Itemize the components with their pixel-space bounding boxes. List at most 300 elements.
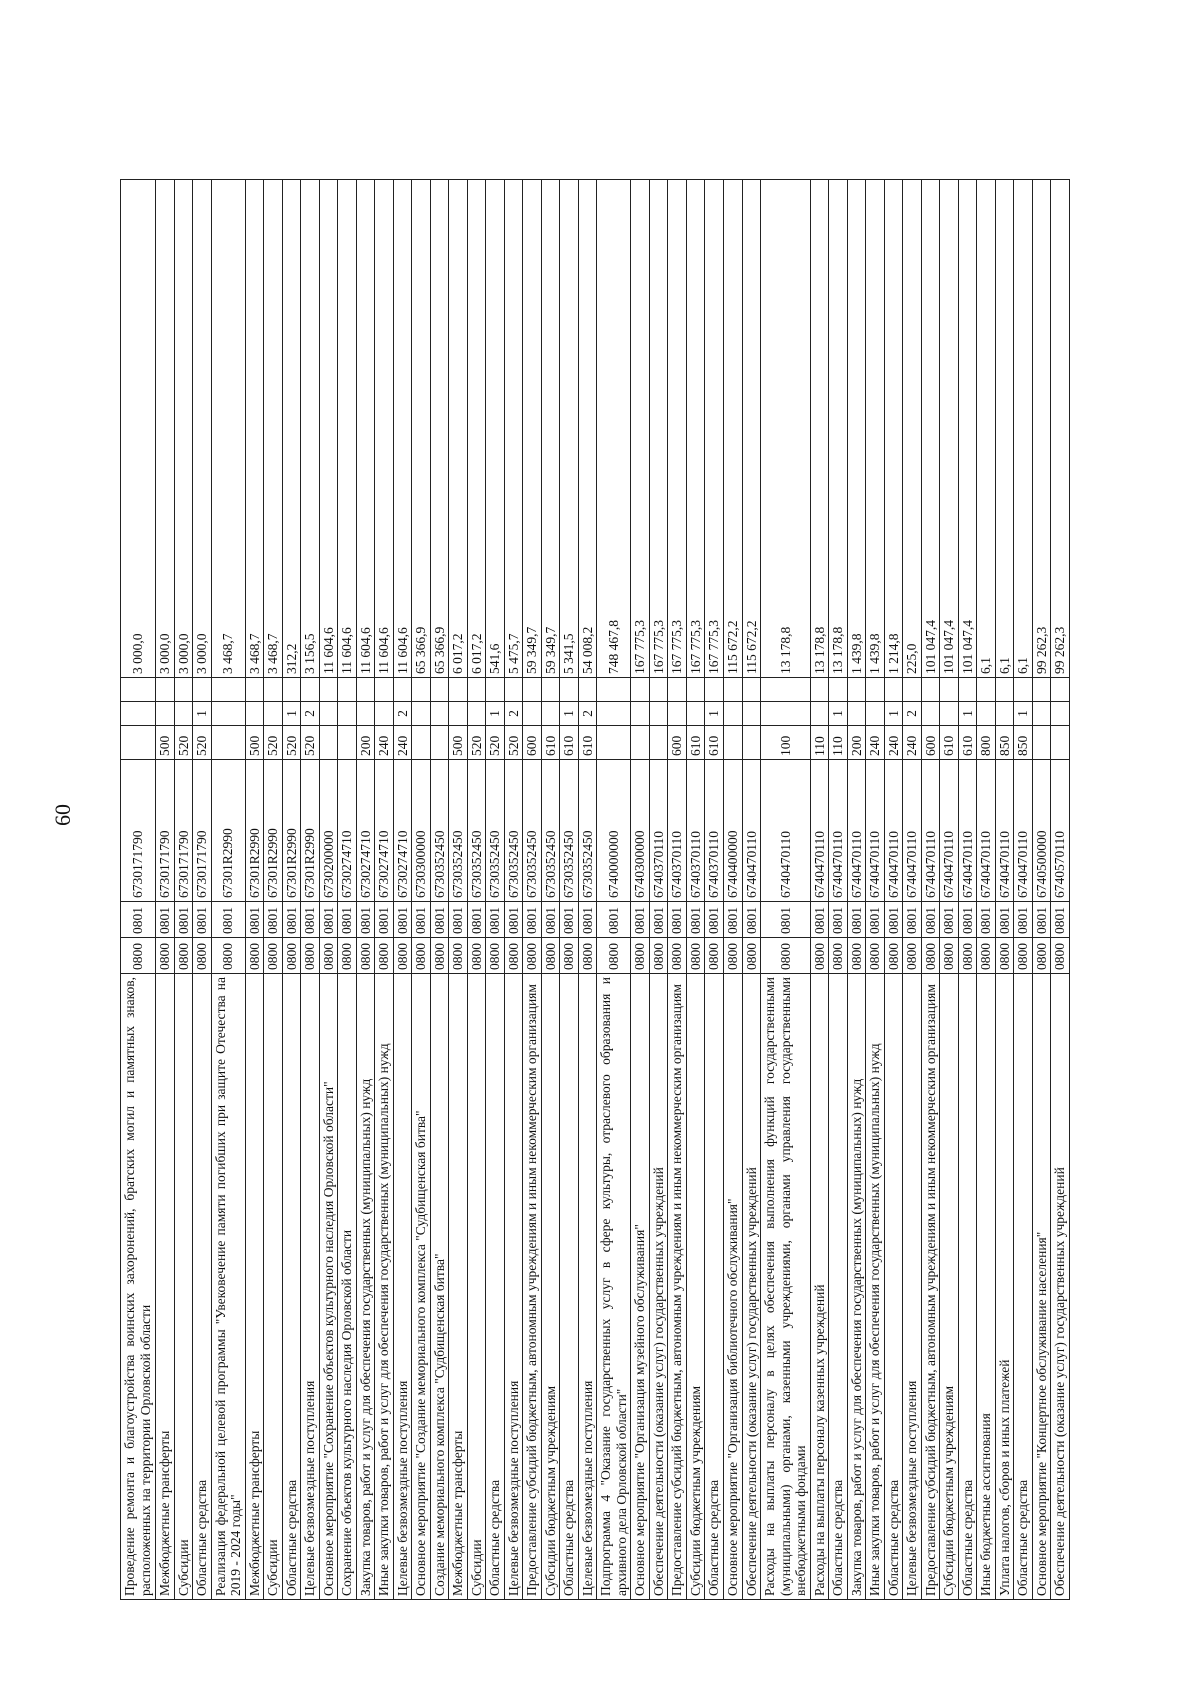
- subsection-code-cell: 0801: [810, 902, 829, 938]
- section-code-cell: 0800: [1032, 938, 1051, 974]
- funding-source-cell: 1: [829, 702, 848, 726]
- row-name-cell: Основное мероприятие "Сохранение объектов культурного наследия Орловской области": [319, 974, 338, 1600]
- table-row: [174, 180, 193, 1600]
- section-code-cell: 0800: [504, 938, 523, 974]
- funding-source-cell: [375, 702, 394, 726]
- row-name-cell: Расходы на выплаты персоналу в целях обеспечения выполнения функций государственными (муниципальными) органами, казенными учреждениями, органами управления государственными внебюджетными фондами: [761, 974, 811, 1600]
- expense-type-cell: 200: [356, 726, 375, 760]
- funding-source-cell: [921, 702, 940, 726]
- funding-source-cell: [995, 702, 1014, 726]
- extra-code-cell: [686, 678, 705, 702]
- table-row: [668, 180, 687, 1600]
- page-number: 60: [50, 804, 75, 826]
- amount-cell: 541,6: [486, 180, 505, 678]
- subsection-code-cell: 0801: [631, 902, 650, 938]
- section-code-cell: 0800: [338, 938, 357, 974]
- row-name-cell: Целевые безвозмездные поступления: [504, 974, 523, 1600]
- row-name-cell: Реализация федеральной целевой программы "Увековечение памяти погибших при защите Отечества на 2019 - 2024 годы": [211, 974, 245, 1600]
- extra-code-cell: [903, 678, 922, 702]
- section-code-cell: 0800: [903, 938, 922, 974]
- funding-source-cell: [319, 702, 338, 726]
- section-code-cell: 0800: [668, 938, 687, 974]
- target-article-cell: 6740400000: [723, 760, 742, 902]
- table-row: [761, 180, 811, 1600]
- target-article-cell: 6730352450: [541, 760, 560, 902]
- row-name-cell: Иные закупки товаров, работ и услуг для обеспечения государственных (муниципальных) нужд: [866, 974, 885, 1600]
- target-article-cell: 6740500000: [1032, 760, 1051, 902]
- expense-type-cell: 240: [866, 726, 885, 760]
- row-name-cell: Проведение ремонта и благоустройства воинских захоронений, братских могил и памятных знаков, расположенных на территории Орловской области: [121, 974, 156, 1600]
- target-article-cell: 6730274710: [356, 760, 375, 902]
- section-code-cell: 0800: [412, 938, 431, 974]
- table-row: [245, 180, 264, 1600]
- extra-code-cell: [193, 678, 212, 702]
- amount-cell: 1 439,8: [847, 180, 866, 678]
- amount-cell: 748 467,8: [597, 180, 631, 678]
- expense-type-cell: 520: [504, 726, 523, 760]
- subsection-code-cell: 0801: [356, 902, 375, 938]
- row-name-cell: Областные средства: [1014, 974, 1033, 1600]
- section-code-cell: 0800: [705, 938, 724, 974]
- subsection-code-cell: 0801: [1032, 902, 1051, 938]
- table-row: [486, 180, 505, 1600]
- extra-code-cell: [174, 678, 193, 702]
- funding-source-cell: [156, 702, 175, 726]
- section-code-cell: 0800: [597, 938, 631, 974]
- amount-cell: 11 604,6: [319, 180, 338, 678]
- expense-type-cell: [742, 726, 761, 760]
- target-article-cell: 6740370110: [705, 760, 724, 902]
- target-article-cell: 6740470110: [958, 760, 977, 902]
- funding-source-cell: 2: [393, 702, 412, 726]
- subsection-code-cell: 0801: [319, 902, 338, 938]
- table-row: [977, 180, 996, 1600]
- amount-cell: 167 775,3: [631, 180, 650, 678]
- extra-code-cell: [467, 678, 486, 702]
- expense-type-cell: 520: [193, 726, 212, 760]
- extra-code-cell: [742, 678, 761, 702]
- row-name-cell: Субсидии: [467, 974, 486, 1600]
- amount-cell: 101 047,4: [921, 180, 940, 678]
- subsection-code-cell: 0801: [449, 902, 468, 938]
- amount-cell: 3 468,7: [245, 180, 264, 678]
- amount-cell: 3 468,7: [211, 180, 245, 678]
- amount-cell: 5 475,7: [504, 180, 523, 678]
- expense-type-cell: [631, 726, 650, 760]
- extra-code-cell: [884, 678, 903, 702]
- amount-cell: 1 439,8: [866, 180, 885, 678]
- section-code-cell: 0800: [156, 938, 175, 974]
- section-code-cell: 0800: [742, 938, 761, 974]
- row-name-cell: Субсидии бюджетным учреждениям: [940, 974, 959, 1600]
- section-code-cell: 0800: [375, 938, 394, 974]
- row-name-cell: Обеспечение деятельности (оказание услуг) государственных учреждений: [1051, 974, 1070, 1600]
- extra-code-cell: [338, 678, 357, 702]
- expense-type-cell: 520: [264, 726, 283, 760]
- section-code-cell: 0800: [829, 938, 848, 974]
- extra-code-cell: [504, 678, 523, 702]
- table-row: [884, 180, 903, 1600]
- subsection-code-cell: 0801: [282, 902, 301, 938]
- section-code-cell: 0800: [467, 938, 486, 974]
- table-row: [810, 180, 829, 1600]
- subsection-code-cell: 0801: [686, 902, 705, 938]
- extra-code-cell: [449, 678, 468, 702]
- table-row: [412, 180, 431, 1600]
- table-row: [560, 180, 579, 1600]
- expense-type-cell: 600: [921, 726, 940, 760]
- expense-type-cell: 500: [449, 726, 468, 760]
- amount-cell: 99 262,3: [1032, 180, 1051, 678]
- amount-cell: 167 775,3: [705, 180, 724, 678]
- extra-code-cell: [578, 678, 597, 702]
- expense-type-cell: 110: [810, 726, 829, 760]
- row-name-cell: Областные средства: [958, 974, 977, 1600]
- funding-source-cell: 1: [282, 702, 301, 726]
- extra-code-cell: [847, 678, 866, 702]
- amount-cell: 99 262,3: [1051, 180, 1070, 678]
- subsection-code-cell: 0801: [245, 902, 264, 938]
- target-article-cell: 6730352450: [504, 760, 523, 902]
- table-row: [940, 180, 959, 1600]
- row-name-cell: Целевые безвозмездные поступления: [903, 974, 922, 1600]
- target-article-cell: 6740470110: [940, 760, 959, 902]
- funding-source-cell: 2: [301, 702, 320, 726]
- table-row: [504, 180, 523, 1600]
- subsection-code-cell: 0801: [1014, 902, 1033, 938]
- section-code-cell: 0800: [884, 938, 903, 974]
- expense-type-cell: [319, 726, 338, 760]
- funding-source-cell: [761, 702, 811, 726]
- funding-source-cell: 1: [958, 702, 977, 726]
- funding-source-cell: [940, 702, 959, 726]
- table-row: [649, 180, 668, 1600]
- table-row: [705, 180, 724, 1600]
- target-article-cell: 67301R2990: [282, 760, 301, 902]
- subsection-code-cell: 0801: [121, 902, 156, 938]
- amount-cell: 225,0: [903, 180, 922, 678]
- expense-type-cell: 200: [847, 726, 866, 760]
- row-name-cell: Областные средства: [486, 974, 505, 1600]
- expense-type-cell: [649, 726, 668, 760]
- section-code-cell: 0800: [866, 938, 885, 974]
- section-code-cell: 0800: [940, 938, 959, 974]
- funding-source-cell: [977, 702, 996, 726]
- extra-code-cell: [995, 678, 1014, 702]
- subsection-code-cell: 0801: [829, 902, 848, 938]
- target-article-cell: 6740470110: [810, 760, 829, 902]
- funding-source-cell: [723, 702, 742, 726]
- extra-code-cell: [301, 678, 320, 702]
- section-code-cell: 0800: [631, 938, 650, 974]
- amount-cell: 6,1: [995, 180, 1014, 678]
- subsection-code-cell: 0801: [193, 902, 212, 938]
- row-name-cell: Основное мероприятие "Создание мемориального комплекса "Судбищенская битва": [412, 974, 431, 1600]
- table-row: [995, 180, 1014, 1600]
- table-row: [829, 180, 848, 1600]
- row-name-cell: Областные средства: [705, 974, 724, 1600]
- subsection-code-cell: 0801: [903, 902, 922, 938]
- amount-cell: 54 008,2: [578, 180, 597, 678]
- extra-code-cell: [921, 678, 940, 702]
- funding-source-cell: 1: [193, 702, 212, 726]
- table-row: [578, 180, 597, 1600]
- subsection-code-cell: 0801: [1051, 902, 1070, 938]
- expense-type-cell: [1051, 726, 1070, 760]
- funding-source-cell: [686, 702, 705, 726]
- target-article-cell: 6740370110: [686, 760, 705, 902]
- funding-source-cell: [668, 702, 687, 726]
- subsection-code-cell: 0801: [375, 902, 394, 938]
- target-article-cell: 6730274710: [375, 760, 394, 902]
- subsection-code-cell: 0801: [705, 902, 724, 938]
- section-code-cell: 0800: [1051, 938, 1070, 974]
- row-name-cell: Субсидии: [264, 974, 283, 1600]
- target-article-cell: 6740470110: [921, 760, 940, 902]
- subsection-code-cell: 0801: [597, 902, 631, 938]
- extra-code-cell: [705, 678, 724, 702]
- target-article-cell: 67301R2990: [245, 760, 264, 902]
- extra-code-cell: [156, 678, 175, 702]
- funding-source-cell: [467, 702, 486, 726]
- section-code-cell: 0800: [486, 938, 505, 974]
- target-article-cell: 6740470110: [977, 760, 996, 902]
- subsection-code-cell: 0801: [264, 902, 283, 938]
- row-name-cell: Межбюджетные трансферты: [245, 974, 264, 1600]
- extra-code-cell: [375, 678, 394, 702]
- budget-table: [120, 179, 1070, 1600]
- expense-type-cell: 240: [393, 726, 412, 760]
- row-name-cell: Основное мероприятие "Организация библиотечного обслуживания": [723, 974, 742, 1600]
- subsection-code-cell: 0801: [393, 902, 412, 938]
- extra-code-cell: [541, 678, 560, 702]
- subsection-code-cell: 0801: [156, 902, 175, 938]
- table-row: [156, 180, 175, 1600]
- amount-cell: 65 366,9: [412, 180, 431, 678]
- extra-code-cell: [668, 678, 687, 702]
- amount-cell: 6 017,2: [449, 180, 468, 678]
- row-name-cell: Целевые безвозмездные поступления: [393, 974, 412, 1600]
- extra-code-cell: [1051, 678, 1070, 702]
- subsection-code-cell: 0801: [430, 902, 449, 938]
- table-row: [1051, 180, 1070, 1600]
- section-code-cell: 0800: [578, 938, 597, 974]
- funding-source-cell: [541, 702, 560, 726]
- amount-cell: 11 604,6: [375, 180, 394, 678]
- row-name-cell: Сохранение объектов культурного наследия Орловской области: [338, 974, 357, 1600]
- amount-cell: 167 775,3: [649, 180, 668, 678]
- subsection-code-cell: 0801: [174, 902, 193, 938]
- expense-type-cell: 110: [829, 726, 848, 760]
- amount-cell: 3 000,0: [121, 180, 156, 678]
- subsection-code-cell: 0801: [884, 902, 903, 938]
- funding-source-cell: [211, 702, 245, 726]
- section-code-cell: 0800: [649, 938, 668, 974]
- funding-source-cell: [174, 702, 193, 726]
- section-code-cell: 0800: [995, 938, 1014, 974]
- table-row: [597, 180, 631, 1600]
- expense-type-cell: 600: [668, 726, 687, 760]
- extra-code-cell: [958, 678, 977, 702]
- table-row: [523, 180, 542, 1600]
- target-article-cell: 6730171790: [156, 760, 175, 902]
- amount-cell: 101 047,4: [940, 180, 959, 678]
- table-row: [449, 180, 468, 1600]
- row-name-cell: Предоставление субсидий бюджетным, автономным учреждениям и иным некоммерческим организациям: [523, 974, 542, 1600]
- section-code-cell: 0800: [393, 938, 412, 974]
- row-name-cell: Межбюджетные трансферты: [449, 974, 468, 1600]
- target-article-cell: 6740470110: [884, 760, 903, 902]
- expense-type-cell: [412, 726, 431, 760]
- subsection-code-cell: 0801: [723, 902, 742, 938]
- table-row: [847, 180, 866, 1600]
- amount-cell: 312,2: [282, 180, 301, 678]
- amount-cell: 6 017,2: [467, 180, 486, 678]
- target-article-cell: 6740300000: [631, 760, 650, 902]
- row-name-cell: Иные закупки товаров, работ и услуг для обеспечения государственных (муниципальных) нужд: [375, 974, 394, 1600]
- funding-source-cell: [742, 702, 761, 726]
- row-name-cell: Предоставление субсидий бюджетным, автономным учреждениям и иным некоммерческим организациям: [921, 974, 940, 1600]
- extra-code-cell: [486, 678, 505, 702]
- section-code-cell: 0800: [319, 938, 338, 974]
- funding-source-cell: [649, 702, 668, 726]
- amount-cell: 11 604,6: [338, 180, 357, 678]
- section-code-cell: 0800: [282, 938, 301, 974]
- section-code-cell: 0800: [174, 938, 193, 974]
- row-name-cell: Обеспечение деятельности (оказание услуг) государственных учреждений: [742, 974, 761, 1600]
- funding-source-cell: [847, 702, 866, 726]
- subsection-code-cell: 0801: [541, 902, 560, 938]
- funding-source-cell: [264, 702, 283, 726]
- target-article-cell: 6730352450: [430, 760, 449, 902]
- target-article-cell: 6730352450: [486, 760, 505, 902]
- extra-code-cell: [319, 678, 338, 702]
- section-code-cell: 0800: [121, 938, 156, 974]
- amount-cell: 6,1: [1014, 180, 1033, 678]
- target-article-cell: 6740470110: [1014, 760, 1033, 902]
- amount-cell: 3 468,7: [264, 180, 283, 678]
- table-row: [211, 180, 245, 1600]
- extra-code-cell: [121, 678, 156, 702]
- funding-source-cell: [449, 702, 468, 726]
- section-code-cell: 0800: [761, 938, 811, 974]
- funding-source-cell: 1: [486, 702, 505, 726]
- section-code-cell: 0800: [301, 938, 320, 974]
- target-article-cell: 6740470110: [847, 760, 866, 902]
- expense-type-cell: 240: [884, 726, 903, 760]
- extra-code-cell: [761, 678, 811, 702]
- extra-code-cell: [1014, 678, 1033, 702]
- funding-source-cell: [631, 702, 650, 726]
- funding-source-cell: 2: [504, 702, 523, 726]
- target-article-cell: 6740470110: [903, 760, 922, 902]
- subsection-code-cell: 0801: [921, 902, 940, 938]
- expense-type-cell: 520: [486, 726, 505, 760]
- target-article-cell: 67301R2990: [211, 760, 245, 902]
- row-name-cell: Основное мероприятие "Концертное обслуживание населения": [1032, 974, 1051, 1600]
- table-row: [375, 180, 394, 1600]
- row-name-cell: Подпрограмма 4 "Оказание государственных услуг в сфере культуры, отраслевого образования и архивного дела Орловской области": [597, 974, 631, 1600]
- target-article-cell: 6730352450: [523, 760, 542, 902]
- section-code-cell: 0800: [847, 938, 866, 974]
- amount-cell: 13 178,8: [829, 180, 848, 678]
- table-row: [301, 180, 320, 1600]
- expense-type-cell: 850: [1014, 726, 1033, 760]
- table-row: [1032, 180, 1051, 1600]
- extra-code-cell: [977, 678, 996, 702]
- subsection-code-cell: 0801: [668, 902, 687, 938]
- section-code-cell: 0800: [977, 938, 996, 974]
- funding-source-cell: [597, 702, 631, 726]
- target-article-cell: 67301R2990: [264, 760, 283, 902]
- subsection-code-cell: 0801: [578, 902, 597, 938]
- row-name-cell: Основное мероприятие "Организация музейного обслуживания": [631, 974, 650, 1600]
- extra-code-cell: [264, 678, 283, 702]
- section-code-cell: 0800: [523, 938, 542, 974]
- expense-type-cell: 520: [174, 726, 193, 760]
- expense-type-cell: 850: [995, 726, 1014, 760]
- expense-type-cell: 610: [686, 726, 705, 760]
- row-name-cell: Целевые безвозмездные поступления: [578, 974, 597, 1600]
- amount-cell: 59 349,7: [541, 180, 560, 678]
- funding-source-cell: [412, 702, 431, 726]
- target-article-cell: 6730200000: [319, 760, 338, 902]
- amount-cell: 59 349,7: [523, 180, 542, 678]
- extra-code-cell: [940, 678, 959, 702]
- section-code-cell: 0800: [211, 938, 245, 974]
- target-article-cell: 6740000000: [597, 760, 631, 902]
- amount-cell: 3 000,0: [193, 180, 212, 678]
- expense-type-cell: [121, 726, 156, 760]
- table-row: [193, 180, 212, 1600]
- table-row: [1014, 180, 1033, 1600]
- expense-type-cell: [211, 726, 245, 760]
- extra-code-cell: [723, 678, 742, 702]
- table-row: [430, 180, 449, 1600]
- row-name-cell: Областные средства: [560, 974, 579, 1600]
- funding-source-cell: [866, 702, 885, 726]
- table-row: [742, 180, 761, 1600]
- extra-code-cell: [649, 678, 668, 702]
- target-article-cell: 6730171790: [174, 760, 193, 902]
- target-article-cell: 6730274710: [393, 760, 412, 902]
- expense-type-cell: 520: [467, 726, 486, 760]
- amount-cell: 5 341,5: [560, 180, 579, 678]
- row-name-cell: Целевые безвозмездные поступления: [301, 974, 320, 1600]
- row-name-cell: Межбюджетные трансферты: [156, 974, 175, 1600]
- extra-code-cell: [211, 678, 245, 702]
- extra-code-cell: [356, 678, 375, 702]
- target-article-cell: 6730300000: [412, 760, 431, 902]
- expense-type-cell: 500: [156, 726, 175, 760]
- subsection-code-cell: 0801: [995, 902, 1014, 938]
- extra-code-cell: [597, 678, 631, 702]
- expense-type-cell: 600: [523, 726, 542, 760]
- table-row: [338, 180, 357, 1600]
- row-name-cell: Иные бюджетные ассигнования: [977, 974, 996, 1600]
- amount-cell: 65 366,9: [430, 180, 449, 678]
- amount-cell: 167 775,3: [668, 180, 687, 678]
- target-article-cell: 6740470110: [829, 760, 848, 902]
- row-name-cell: Уплата налогов, сборов и иных платежей: [995, 974, 1014, 1600]
- amount-cell: 13 178,8: [810, 180, 829, 678]
- expense-type-cell: [723, 726, 742, 760]
- funding-source-cell: [523, 702, 542, 726]
- subsection-code-cell: 0801: [977, 902, 996, 938]
- extra-code-cell: [1032, 678, 1051, 702]
- section-code-cell: 0800: [356, 938, 375, 974]
- extra-code-cell: [430, 678, 449, 702]
